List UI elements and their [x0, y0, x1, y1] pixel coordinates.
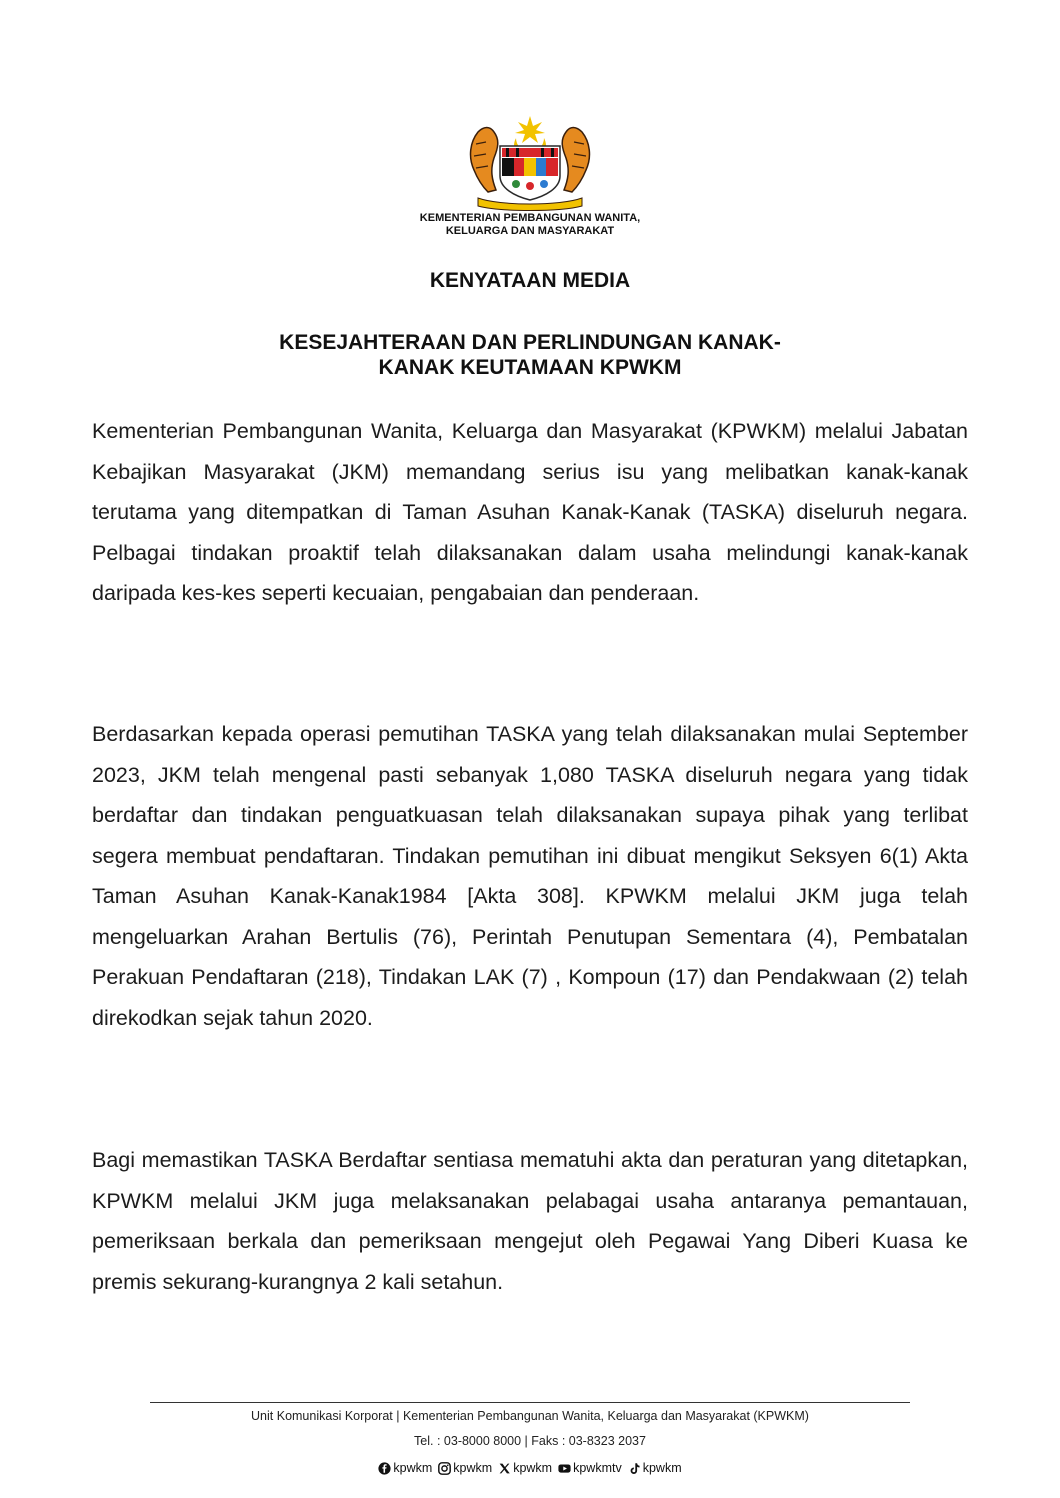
- body-paragraph-2: Berdasarkan kepada operasi pemutihan TASKA yang telah dilaksanakan mulai September 2023, JKM telah mengenal pasti sebanyak 1,080 TASKA diseluruh negara yang tidak berdaftar dan tindakan penguatkuasan telah dilaksanakan supaya pihak yang terlibat segera membuat pendaftaran. Tindakan pemutihan ini dibuat mengikut Seksyen 6(1) Akta Taman Asuhan Kanak-Kanak1984 [Akta 308]. KPWKM melalui JKM juga telah mengeluarkan Arahan Bertulis (76), Perintah Penutupan Sementara (4), Pembatalan Perakuan Pendaftaran (218), Tindakan LAK (7) , Kompoun (17) dan Pendakwaan (2) telah direkodkan sejak tahun 2020.: [92, 722, 968, 1030]
- social-instagram[interactable]: [438, 1461, 492, 1475]
- social-handle: kpwkm: [642, 1461, 682, 1475]
- youtube-icon: [558, 1462, 571, 1475]
- instagram-icon: [438, 1462, 451, 1475]
- footer-unit-line: Unit Komunikasi Korporat | Kementerian Pembangunan Wanita, Keluarga dan Masyarakat (KPWKM): [251, 1409, 809, 1423]
- facebook-icon: [378, 1462, 391, 1475]
- headline-line1: KESEJAHTERAAN DAN PERLINDUNGAN KANAK-: [279, 331, 781, 354]
- ministry-name-line2: KELUARGA DAN MASYARAKAT: [445, 225, 615, 237]
- headline-line2: KANAK KEUTAMAAN KPWKM: [378, 356, 682, 379]
- body-paragraph-3: Bagi memastikan TASKA Berdaftar sentiasa mematuhi akta dan peraturan yang ditetapkan, KPWKM melalui JKM juga melaksanakan pelabagai usaha antaranya pemantauan, pemeriksaan berkala dan pemeriksaan mengejut oleh Pegawai Yang Diberi Kuasa ke premis sekurang-kurangnya 2 kali setahun.: [92, 1148, 968, 1294]
- social-handle: kpwkm: [393, 1461, 433, 1475]
- social-handle: kpwkmtv: [573, 1461, 622, 1475]
- social-facebook[interactable]: [378, 1461, 432, 1475]
- social-x[interactable]: [498, 1461, 552, 1475]
- headline: [0, 330, 1060, 380]
- footer-divider: [150, 1402, 910, 1403]
- ministry-name: [320, 212, 740, 238]
- footer-contact-line: Tel. : 03-8000 8000 | Faks : 03-8323 2037: [414, 1434, 646, 1448]
- social-handle: kpwkm: [453, 1461, 493, 1475]
- ministry-name-line1: KEMENTERIAN PEMBANGUNAN WANITA,: [419, 212, 641, 224]
- social-media-bar: [0, 1461, 1060, 1475]
- malaysia-coat-of-arms-icon: [460, 112, 600, 212]
- body-paragraph-1: Kementerian Pembangunan Wanita, Keluarga dan Masyarakat (KPWKM) melalui Jabatan Kebajikan Masyarakat (JKM) memandang serius isu yang melibatkan kanak-kanak terutama yang ditempatkan di Taman Asuhan Kanak-Kanak (TASKA) diseluruh negara. Pelbagai tindakan proaktif telah dilaksanakan dalam usaha melindungi kanak-kanak daripada kes-kes seperti kecuaian, pengabaian dan penderaan.: [92, 419, 968, 605]
- social-tiktok[interactable]: [628, 1461, 682, 1475]
- x-icon: [498, 1462, 511, 1475]
- social-handle: kpwkm: [513, 1461, 553, 1475]
- social-youtube[interactable]: [558, 1461, 622, 1475]
- document-type-title: KENYATAAN MEDIA: [429, 269, 631, 292]
- tiktok-icon: [628, 1462, 641, 1475]
